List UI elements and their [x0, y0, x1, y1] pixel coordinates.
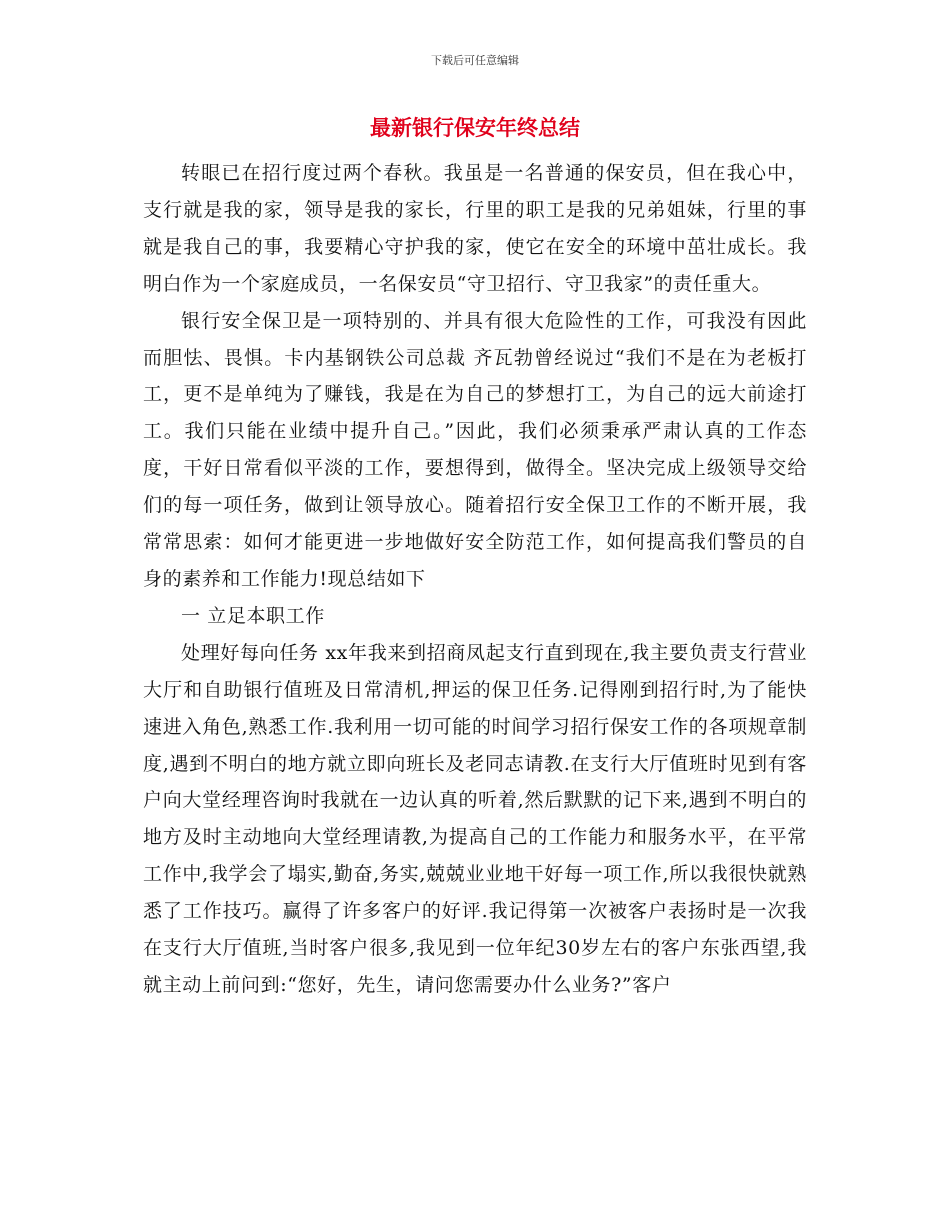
header-note: 下载后可任意编辑	[431, 54, 519, 67]
document-title: 最新银行保安年终总结	[370, 116, 580, 140]
document-body	[143, 155, 807, 1004]
paragraph-intro: 转眼已在招行度过两个春秋。我虽是一名普通的保安员，但在我心中，支行就是我的家，领导是我的家长，行里的职工是我的兄弟姐妹，行里的事就是我自己的事，我要精心守护我的家，使它在安全的环境中茁壮成长。我明白作为一个家庭成员，一名保安员“守卫招行、守卫我家”的责任重大。	[143, 162, 807, 295]
paragraph-duties: 处理好每向任务 xx年我来到招商凤起支行直到现在,我主要负责支行营业大厅和自助银行值班及日常清机,押运的保卫任务.记得刚到招行时,为了能快速进入角色,熟悉工作.我利用一切可能的时间学习招行保安工作的各项规章制度,遇到不明白的地方就立即向班长及老同志请教.在支行大厅值班时见到有客户向大堂经理咨询时我就在一边认真的听着,然后默默的记下来,遇到不明白的地方及时主动地向大堂经理请教,为提高自己的工作能力和服务水平，在平常工作中,我学会了塌实,勤奋,务实,兢兢业业地干好每一项工作,所以我很快就熟悉了工作技巧。赢得了许多客户的好评.我记得第一次被客户表扬时是一次我在支行大厅值班,当时客户很多,我见到一位年纪30岁左右的客户东张西望,我就主动上前问到:“您好，先生，请问您需要办什么业务?”客户	[143, 641, 807, 996]
paragraph-security-work: 银行安全保卫是一项特别的、并具有很大危险性的工作，可我没有因此而胆怯、畏惧。卡内基钢铁公司总裁 齐瓦勃曾经说过“我们不是在为老板打工，更不是单纯为了赚钱，我是在为自己的梦想打工，为自己的远大前途打工。我们只能在业绩中提升自己。”因此，我们必须秉承严肃认真的工作态度，干好日常看似平淡的工作，要想得到，做得全。坚决完成上级领导交给们的每一项任务，做到让领导放心。随着招行安全保卫工作的不断开展，我常常思索：如何才能更进一步地做好安全防范工作，如何提高我们警员的自身的素养和工作能力!现总结如下	[143, 309, 807, 590]
section-heading: 一 立足本职工作	[181, 604, 325, 627]
